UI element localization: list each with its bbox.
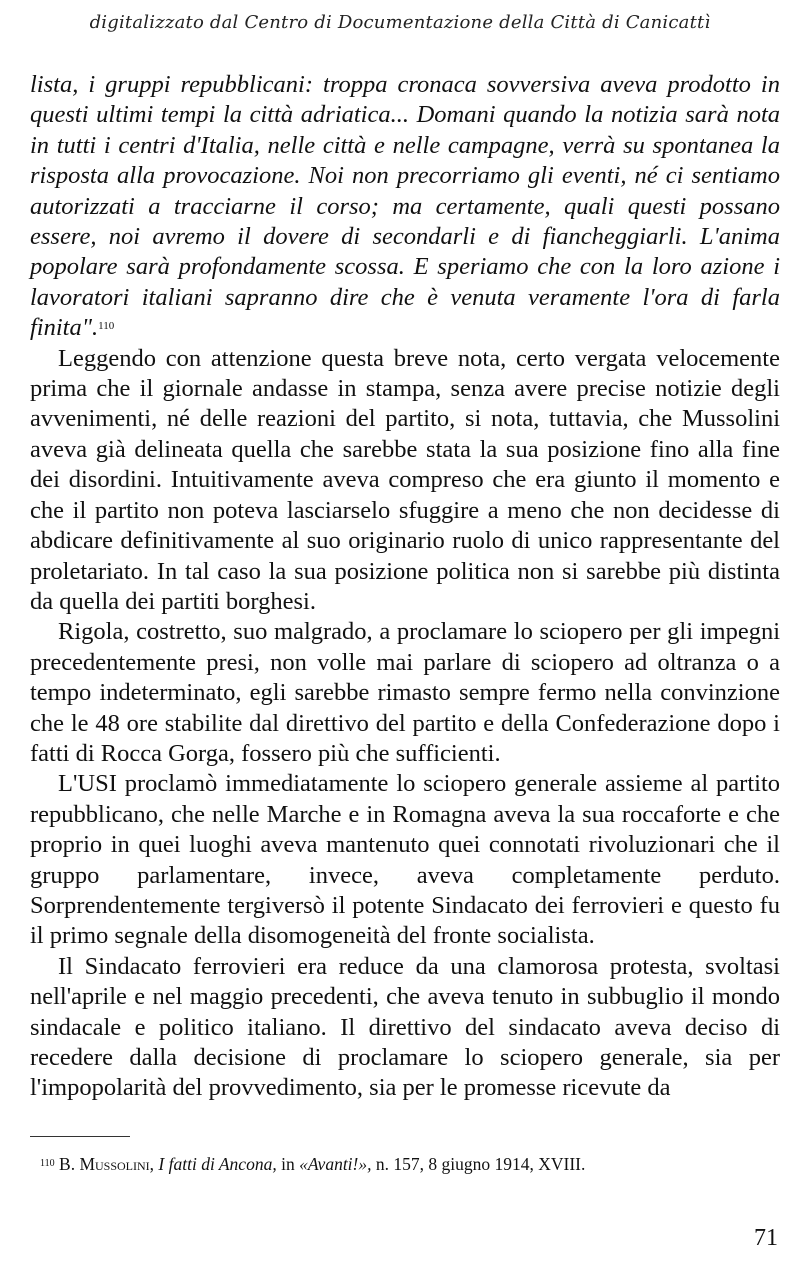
footnote-author: B. Mussolini, [59, 1154, 155, 1174]
footnote-journal: «Avanti!», [299, 1154, 372, 1174]
paragraph: Rigola, costretto, suo malgrado, a proclamare lo sciopero per gli impegni precedentemente presi, non volle mai parlare di sciopero ad oltranza o a tempo indeterminato, egli sarebbe rimasto sempre fermo nella convinzione che le 48 ore stabilite dal direttivo del partito e della Confederazione dopo i fatti di Rocca Gorga, fossero più che sufficienti. [30, 618, 780, 767]
footnote [40, 1153, 780, 1175]
footnote-number: 110 [40, 1158, 55, 1169]
quoted-text-block [30, 70, 780, 344]
quote-paragraph [30, 70, 780, 344]
paragraph: L'USI proclamò immediatamente lo sciopero generale assieme al partito repubblicano, che nelle Marche e in Romagna aveva la sua roccaforte e che proprio in quei luoghi aveva mantenuto quei connotati rivoluzionari che il gruppo parlamentare, invece, aveva completamente perduto. Sorprendentemente tergiversò il potente Sindacato dei ferrovieri e questo fu il primo segnale della disomogeneità del fronte socialista. [30, 770, 780, 950]
page-number: 71 [754, 1225, 778, 1251]
main-text [30, 344, 780, 1104]
footnote-title: I fatti di Ancona, [158, 1154, 277, 1174]
page-body [30, 70, 780, 1104]
footnote-details: n. 157, 8 giugno 1914, XVIII. [375, 1154, 586, 1174]
paragraph: Leggendo con attenzione questa breve nota, certo vergata velocemente prima che il giornale andasse in stampa, senza avere precise notizie degli avvenimenti, né delle reazioni del partito, si nota, tuttavia, che Mussolini aveva già delineata quella che sarebbe stata la sua posizione fino alla fine dei disordini. Intuitivamente aveva compreso che era giunto il momento e che il partito non poteva lasciarselo sfuggire a meno che non decidesse di abdicare definitivamente al suo originario ruolo di unico rappresentante del proletariato. In tal caso la sua posizione politica non si sarebbe più distinta da quella dei partiti borghesi. [30, 344, 780, 615]
quote-text: lista, i gruppi repubblicani: troppa cronaca sovversiva aveva prodotto in questi ultimi tempi la città adriatica... Domani quando la notizia sarà nota in tutti i centri d'Italia, nelle città e nelle campagne, verrà su spontanea la risposta alla provocazione. Noi non precorriamo gli eventi, né ci sentiamo autorizzati a tracciarne il corso; ma certamente, quali questi possano essere, noi avremo il dovere di secondarli e di fiancheggiarli. L'anima popolare sarà profondamente scossa. E speriamo che con la loro azione i lavoratori italiani sapranno dire che è venuta veramente l'ora di farla finita". [30, 71, 780, 342]
footnote-in: in [281, 1154, 295, 1174]
digitization-watermark: digitalizzato dal Centro di Documentazione della Città di Canicattì [89, 12, 711, 33]
footnote-divider [30, 1136, 130, 1137]
footnote-reference: 110 [98, 320, 115, 333]
paragraph: Il Sindacato ferrovieri era reduce da una clamorosa protesta, svoltasi nell'aprile e nel maggio precedenti, che aveva tenuto in subbuglio il mondo sindacale e politico italiano. Il direttivo del sindacato aveva deciso di recedere dalla decisione di proclamare lo sciopero generale, sia per l'impopolarità del provvedimento, sia per le promesse ricevute da [30, 952, 780, 1102]
